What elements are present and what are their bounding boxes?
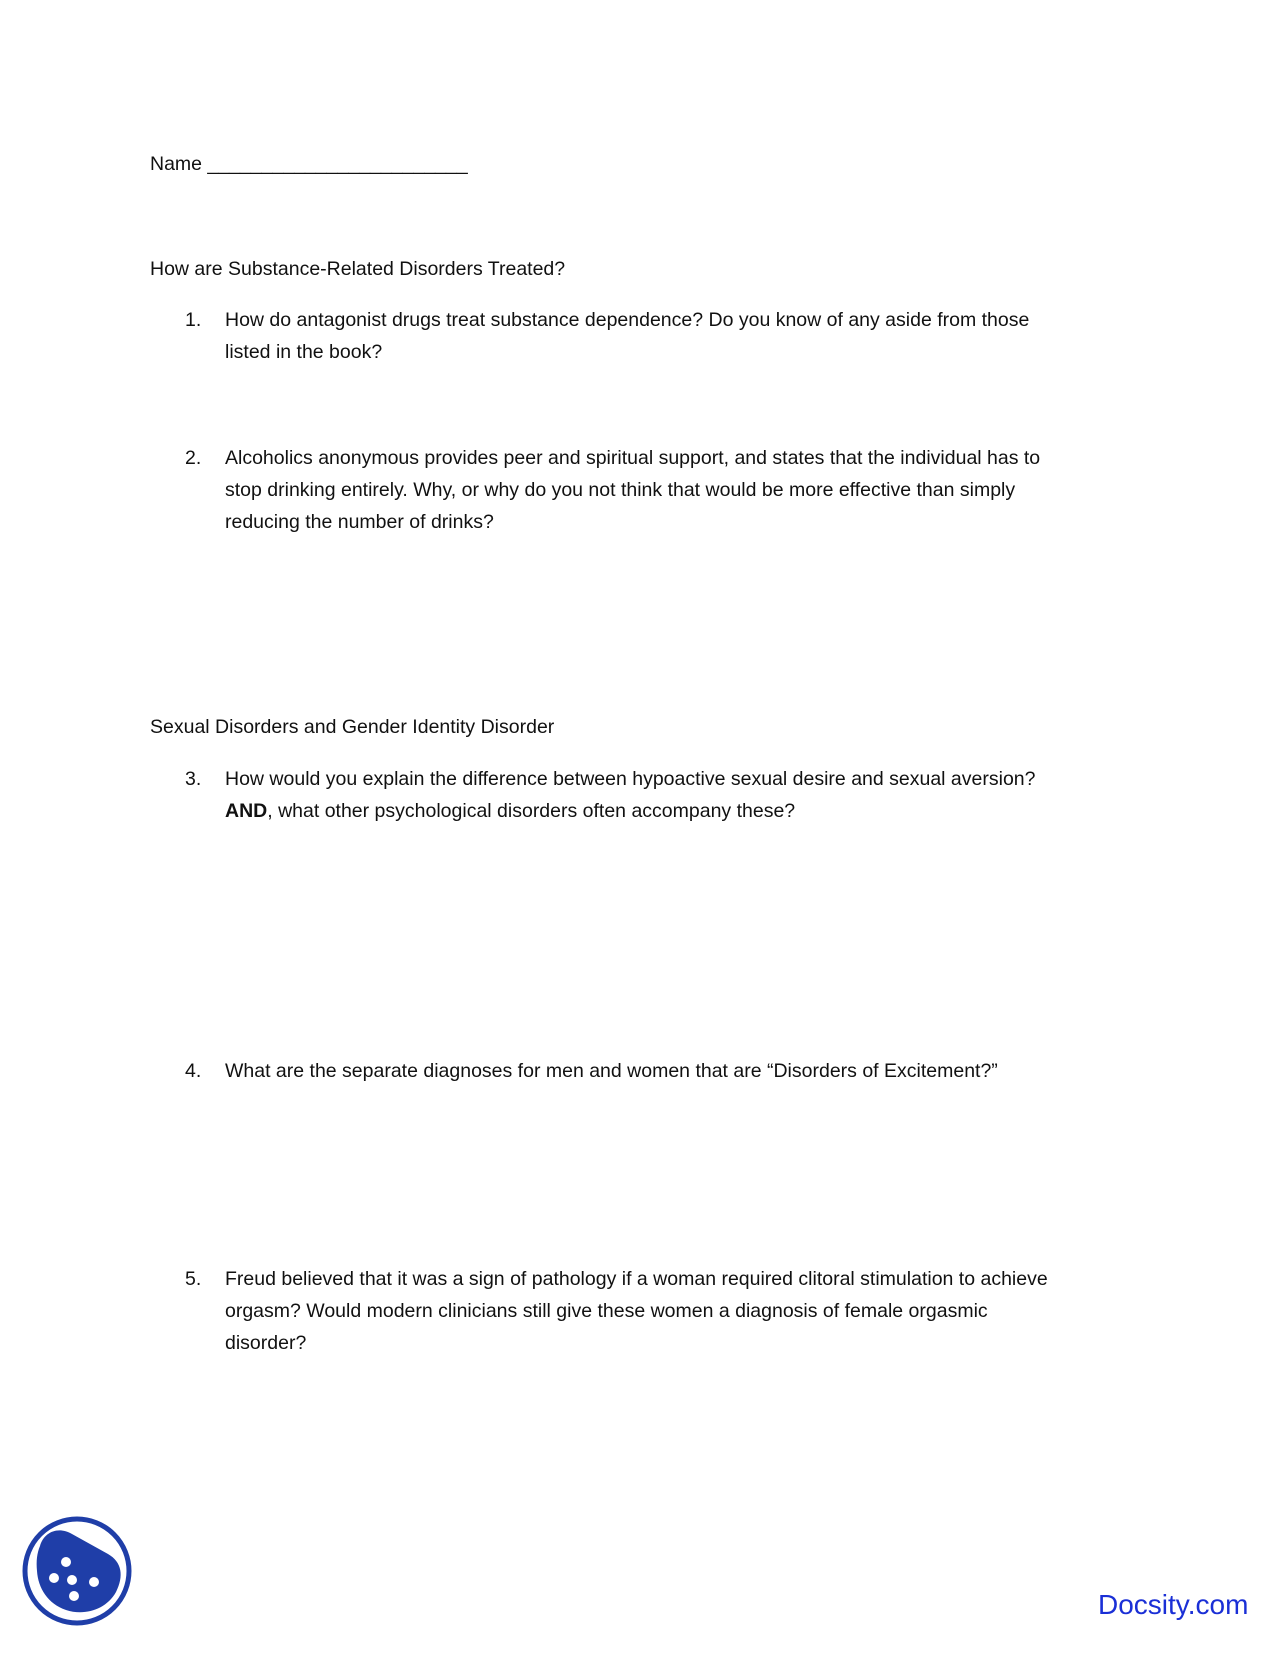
name-field-label: Name ________________________	[150, 153, 468, 175]
question-text: Freud believed that it was a sign of pathology if a woman required clitoral stimulation to achieve orgasm? Would modern clinicians still give these women a diagnosis of female orgasmic disorder?	[225, 1268, 1048, 1354]
question-number: 3.	[185, 768, 202, 790]
question-number: 4.	[185, 1060, 202, 1082]
question-number: 5.	[185, 1268, 202, 1290]
question-number: 1.	[185, 309, 202, 331]
section-title-substance: How are Substance-Related Disorders Treated?	[150, 258, 566, 280]
docsity-logo-icon	[22, 1516, 132, 1626]
question-number: 2.	[185, 447, 202, 469]
emphasis-and: AND	[225, 800, 268, 822]
section-title-sexual: Sexual Disorders and Gender Identity Disorder	[150, 716, 555, 738]
question-text: What are the separate diagnoses for men and women that are “Disorders of Excitement?”	[225, 1060, 998, 1082]
docsity-brand-link[interactable]: Docsity.com	[1098, 1589, 1249, 1620]
question-text: How would you explain the difference between hypoactive sexual desire and sexual aversion? AND, what other psychological disorders often accompany these?	[225, 768, 1036, 822]
question-text: Alcoholics anonymous provides peer and spiritual support, and states that the individual has to stop drinking entirely. Why, or why do you not think that would be more effective than simply reducing the number of drinks?	[225, 447, 1041, 533]
question-text: How do antagonist drugs treat substance dependence? Do you know of any aside from those listed in the book?	[225, 309, 1030, 363]
